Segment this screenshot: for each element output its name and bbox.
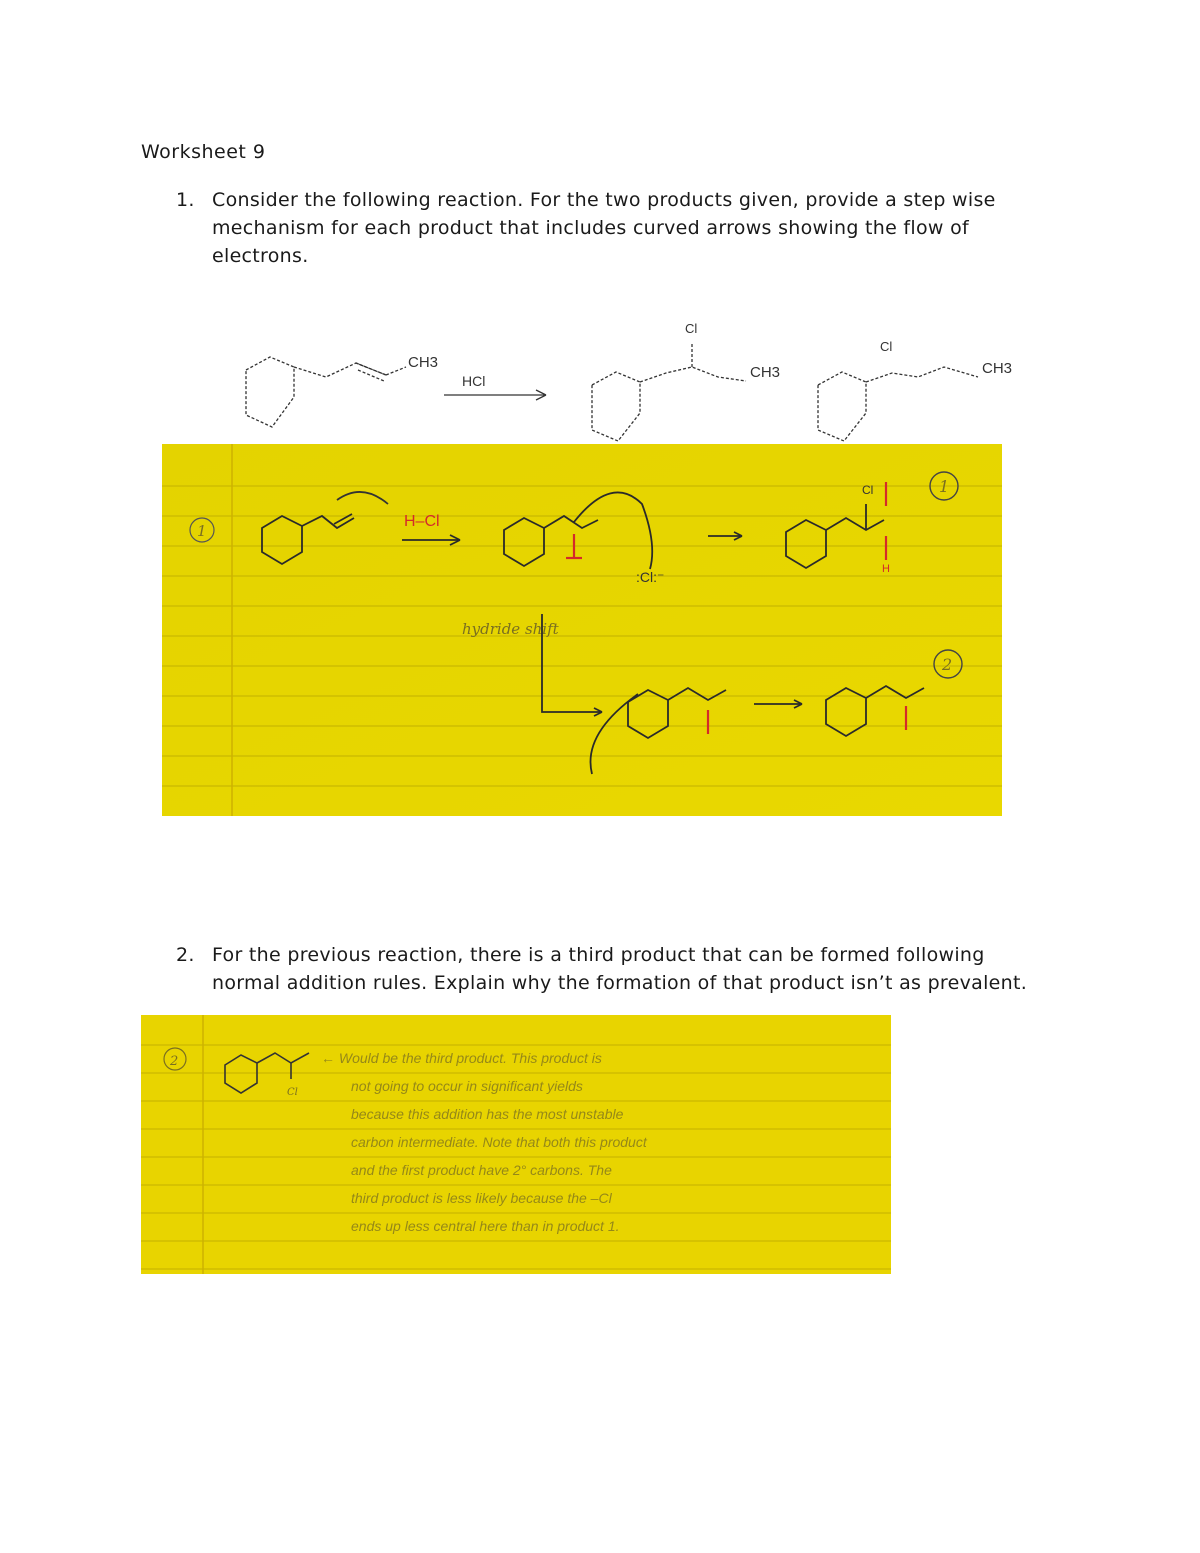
answer-1-notepad-photo — [162, 444, 1002, 816]
answer-2-line-2: not going to occur in significant yields — [351, 1078, 583, 1094]
answer-2-line-6: third product is less likely because the –Cl — [351, 1190, 612, 1206]
answer-1-drawing — [162, 444, 1002, 816]
answer-2-line-5: and the first product have 2° carbons. The — [351, 1162, 612, 1178]
answer-1-cl-label: Cl — [862, 483, 874, 497]
question-1 — [176, 186, 1036, 270]
reactant-ch3-label: CH3 — [408, 354, 439, 371]
product2-ch3-label: CH3 — [982, 360, 1013, 377]
answer-2-cl-label: Cl — [287, 1087, 298, 1098]
answer-2-line-1: ← Would be the third product. This product is — [321, 1050, 602, 1066]
answer-1-circle-number: 1 — [197, 522, 207, 540]
question-2 — [176, 941, 1036, 997]
question-1-number: 1. — [176, 189, 195, 211]
question-2-text: For the previous reaction, there is a third product that can be formed following normal addition rules. Explain why the formation of that product isn’t as prevalent. — [212, 944, 1028, 994]
answer-1-hydride-shift: hydride shift — [462, 620, 559, 638]
answer-2-circle-number: 2 — [170, 1054, 179, 1069]
answer-1-product-mark-2: 2 — [942, 655, 953, 674]
question-1-text: Consider the following reaction. For the two products given, provide a step wise mechanism for each product that includes curved arrows showing the flow of electrons. — [212, 189, 996, 267]
product2-cl-label: Cl — [880, 339, 893, 354]
answer-1-reagent: H–Cl — [404, 513, 440, 530]
answer-2-drawing — [141, 1015, 891, 1274]
question-2-number: 2. — [176, 944, 195, 966]
answer-2-line-4: carbon intermediate. Note that both this product — [351, 1134, 647, 1150]
product1-cl-label: Cl — [685, 321, 698, 336]
answer-1-chloride: :Cl:⁻ — [636, 569, 665, 585]
reagent-label: HCl — [462, 373, 486, 389]
answer-2-line-7: ends up less central here than in product 1. — [351, 1218, 620, 1234]
answer-2-notepad-photo — [141, 1015, 891, 1274]
answer-1-h-label: H — [882, 563, 890, 575]
reaction-scheme — [230, 315, 1030, 450]
answer-2-line-3: because this addition has the most unstable — [351, 1106, 624, 1122]
worksheet-title: Worksheet 9 — [141, 141, 266, 163]
product1-ch3-label: CH3 — [750, 364, 781, 381]
answer-1-product-mark-1: 1 — [939, 477, 950, 496]
